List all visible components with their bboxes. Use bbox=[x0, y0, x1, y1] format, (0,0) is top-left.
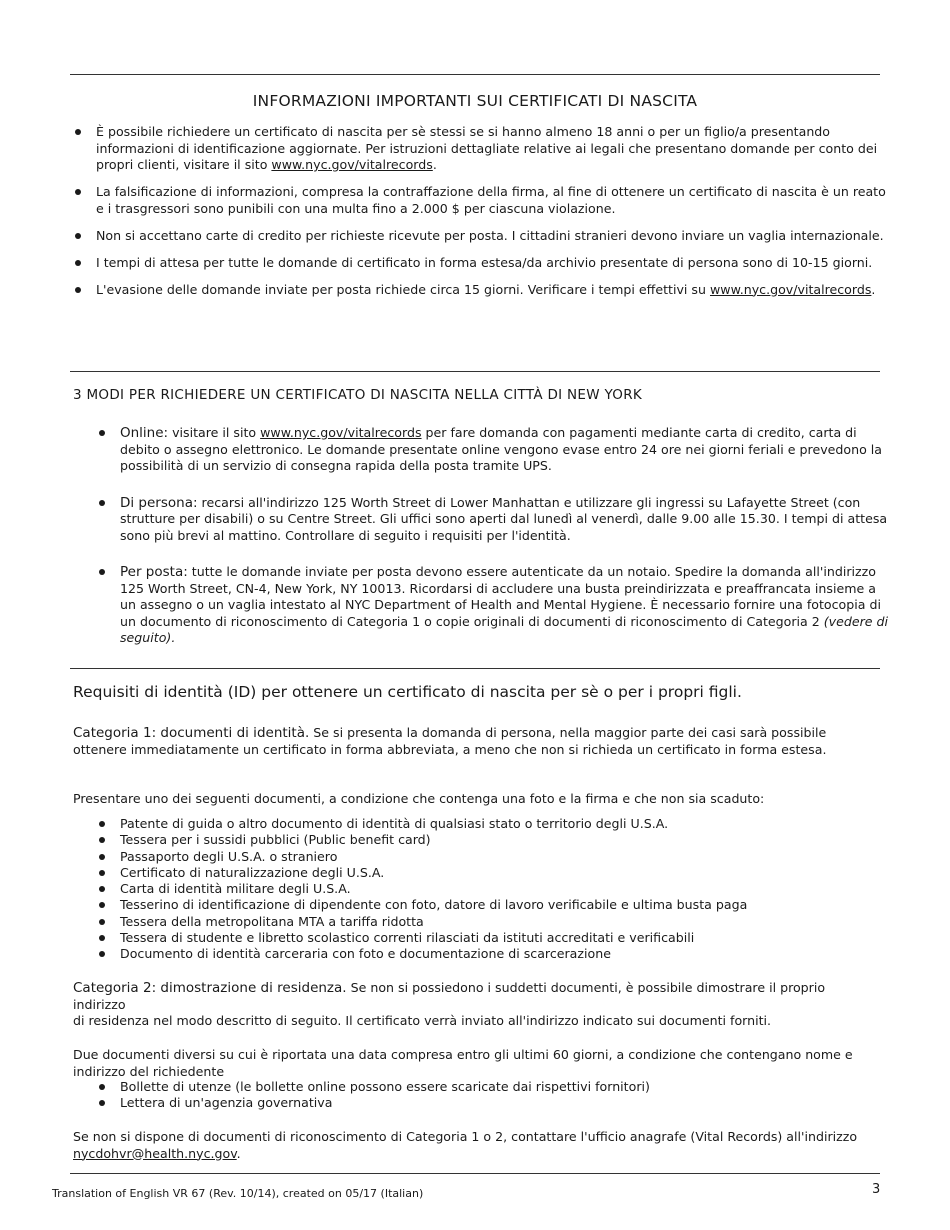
list-item: Passaporto degli U.S.A. o straniero bbox=[120, 849, 880, 865]
section-rule bbox=[70, 668, 880, 669]
list-item: Certificato di naturalizzazione degli U.S.A. bbox=[120, 865, 880, 881]
cat2-list bbox=[120, 1079, 880, 1112]
page-number: 3 bbox=[872, 1182, 881, 1197]
list-item: Non si accettano carte di credito per richieste ricevute per posta. I cittadini stranieri devono inviare un vaglia internazionale. bbox=[96, 228, 896, 245]
cat1-intro: Presentare uno dei seguenti documenti, a condizione che contenga una foto e la firma e che non sia scaduto: bbox=[73, 791, 765, 806]
footer-rule bbox=[70, 1173, 880, 1174]
list-item: Lettera di un'agenzia governativa bbox=[120, 1095, 880, 1111]
vitalrecords-link[interactable]: www.nyc.gov/vitalrecords bbox=[271, 157, 433, 172]
list-item: Tessera per i sussidi pubblici (Public benefit card) bbox=[120, 832, 880, 848]
cat1-list bbox=[120, 816, 880, 963]
list-item: Carta di identità militare degli U.S.A. bbox=[120, 881, 880, 897]
list-item: Tessera di studente e libretto scolastico correnti rilasciati da istituti accreditati e verificabili bbox=[120, 930, 880, 946]
list-item: È possibile richiedere un certificato di nascita per sè stessi se si hanno almeno 18 anni o per un figlio/a presentando informazioni di identificazione aggiornate. Per istruzioni dettagliate relative ai legali che presentano domande per conto dei propri clienti, visitare il sito www.nyc.gov/vitalrecords. bbox=[96, 124, 896, 174]
cat1-paragraph: Categoria 1: documenti di identità. Se si presenta la domanda di persona, nella maggior parte dei casi sarà possibile ottenere immediatamente un certificato in forma abbreviata, a meno che non si richieda un certificato in forma estesa. bbox=[73, 725, 827, 757]
ways-heading: 3 MODI PER RICHIEDERE UN CERTIFICATO DI NASCITA NELLA CITTÀ DI NEW YORK bbox=[73, 387, 643, 403]
list-item: Di persona: recarsi all'indirizzo 125 Worth Street di Lower Manhattan e utilizzare gli ingressi su Lafayette Street (con strutture per disabili) o su Centre Street. Gli uffici sono aperti dal lunedì al venerdì, dalle 9.00 alle 15.30. I tempi di attesa sono più brevi al mattino. Controllare di seguito i requisiti per l'identità. bbox=[120, 495, 895, 545]
id-heading: Requisiti di identità (ID) per ottenere un certificato di nascita per sè o per i propri figli. bbox=[73, 683, 742, 701]
info-list bbox=[96, 124, 896, 309]
list-item: Per posta: tutte le domande inviate per posta devono essere autenticate da un notaio. Spedire la domanda all'indirizzo 125 Worth Street, CN-4, New York, NY 10013. Ricordarsi di accludere una busta preindirizzata e preaffrancata insieme a un assegno o un vaglia intestato al NYC Department of Health and Mental Hygiene. È necessario fornire una fotocopia di un documento di riconoscimento di Categoria 1 o copie originali di documenti di riconoscimento di Categoria 2 (vedere di seguito). bbox=[120, 564, 895, 647]
list-item: La falsificazione di informazioni, compresa la contraffazione della firma, al fine di ottenere un certificato di nascita è un reato e i trasgressori sono punibili con una multa fino a 2.000 $ per ciascuna violazione. bbox=[96, 184, 896, 217]
footer-note: Translation of English VR 67 (Rev. 10/14), created on 05/17 (Italian) bbox=[52, 1187, 424, 1200]
list-item: I tempi di attesa per tutte le domande di certificato in forma estesa/da archivio presentate di persona sono di 10-15 giorni. bbox=[96, 255, 896, 272]
vitalrecords-link[interactable]: www.nyc.gov/vitalrecords bbox=[260, 425, 422, 440]
list-item: Tessera della metropolitana MTA a tariffa ridotta bbox=[120, 914, 880, 930]
list-item: Documento di identità carceraria con foto e documentazione di scarcerazione bbox=[120, 946, 880, 962]
list-item: L'evasione delle domande inviate per posta richiede circa 15 giorni. Verificare i tempi effettivi su www.nyc.gov/vitalrecords. bbox=[96, 282, 896, 299]
top-rule bbox=[70, 74, 880, 75]
list-item: Online: visitare il sito www.nyc.gov/vitalrecords per fare domanda con pagamenti mediante carta di credito, carta di debito o assegno elettronico. Le domande presentate online vengono evase entro 24 ore nei giorni feriali e prevedono la possibilità di un servizio di consegna rapida della posta tramite UPS. bbox=[120, 425, 895, 475]
list-item: Patente di guida o altro documento di identità di qualsiasi stato o territorio degli U.S.A. bbox=[120, 816, 880, 832]
list-item: Tesserino di identificazione di dipendente con foto, datore di lavoro verificabile e ultima busta paga bbox=[120, 897, 880, 913]
contact-paragraph: Se non si dispone di documenti di riconoscimento di Categoria 1 o 2, contattare l'ufficio anagrafe (Vital Records) all'indirizzo nycdohvr@health.nyc.gov. bbox=[73, 1129, 858, 1161]
cat2-paragraph: Categoria 2: dimostrazione di residenza. Se non si possiedono i suddetti documenti, è possibile dimostrare il proprio indirizzo di residenza nel modo descritto di seguito. Il certificato verrà inviato all'indirizzo indicato sui documenti forniti. bbox=[73, 980, 826, 1028]
vitalrecords-link[interactable]: www.nyc.gov/vitalrecords bbox=[709, 281, 872, 297]
ways-list bbox=[120, 425, 895, 667]
cat2-intro: Due documenti diversi su cui è riportata una data compresa entro gli ultimi 60 giorni, a condizione che contengano nome e indirizzo del richiedente bbox=[73, 1047, 853, 1079]
page-title: INFORMAZIONI IMPORTANTI SUI CERTIFICATI DI NASCITA bbox=[252, 92, 698, 110]
list-item: Bollette di utenze (le bollette online possono essere scaricate dai rispettivi fornitori) bbox=[120, 1079, 880, 1095]
contact-email-link[interactable]: nycdohvr@health.nyc.gov bbox=[73, 1145, 237, 1161]
section-rule bbox=[70, 371, 880, 372]
